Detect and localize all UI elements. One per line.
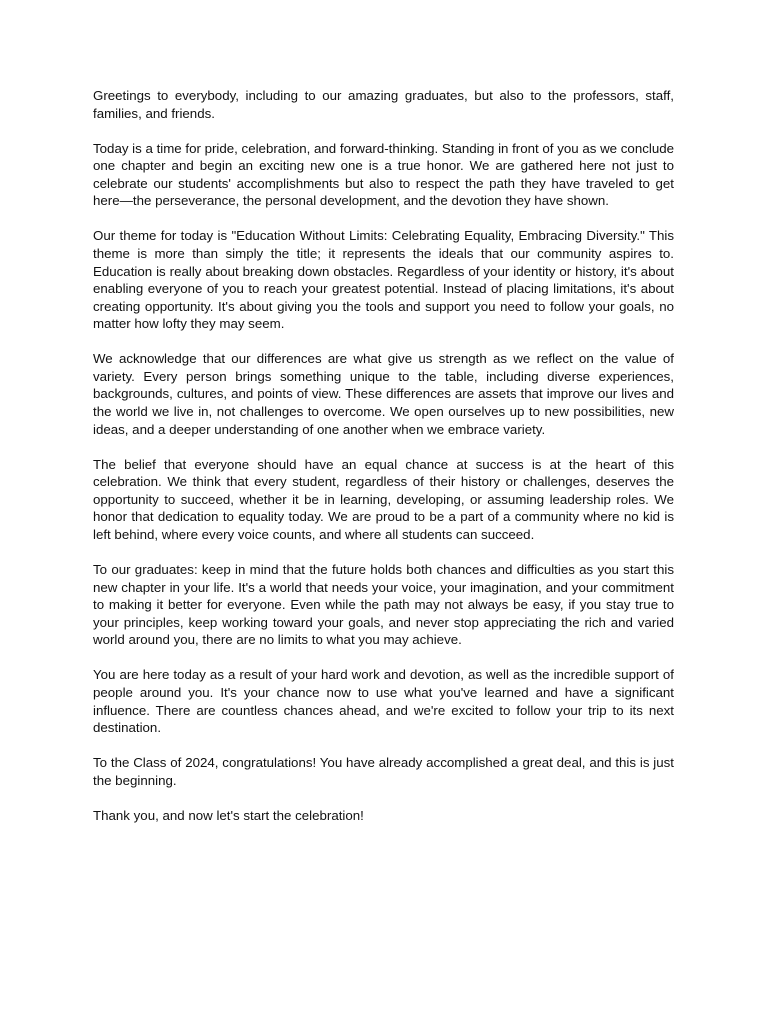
paragraph-theme: Our theme for today is "Education Without Limits: Celebrating Equality, Embracing Diversity." This theme is more than simply the title; it represents the ideals that our community aspires to. Education is really about breaking down obstacles. Regardless of your identity or history, it's about enabling everyone of you to reach your greatest potential. Instead of placing limitations, it's about creating opportunity. It's about giving you the tools and support you need to follow your goals, no matter how lofty they may seem. [93, 228, 674, 332]
paragraph-pride: Today is a time for pride, celebration, and forward-thinking. Standing in front of you as we conclude one chapter and begin an exciting new one is a true honor. We are gathered here not just to celebrate our students' accomplishments but also to respect the path they have traveled to get here—the perseverance, the personal development, and the devotion they have shown. [93, 140, 674, 209]
paragraph-thank-you: Thank you, and now let's start the celebration! [93, 807, 364, 823]
paragraph-greeting: Greetings to everybody, including to our amazing graduates, but also to the professors, staff, families, and friends. [93, 88, 674, 121]
paragraph-hard-work: You are here today as a result of your hard work and devotion, as well as the incredible support of people around you. It's your chance now to use what you've learned and have a significant influence. There are countless chances ahead, and we're excited to follow your trip to its next destination. [93, 667, 674, 736]
paragraph-diversity: We acknowledge that our differences are what give us strength as we reflect on the value of variety. Every person brings something unique to the table, including diverse experiences, backgrounds, cultures, and points of view. These differences are assets that improve our lives and the world we live in, not challenges to overcome. We open ourselves up to new possibilities, new ideas, and a deeper understanding of one another when we embrace variety. [93, 351, 674, 437]
paragraph-graduates: To our graduates: keep in mind that the future holds both chances and difficulties as you start this new chapter in your life. It's a world that needs your voice, your imagination, and your commitment to making it better for everyone. Even while the path may not always be easy, if you stay true to your principles, keep working toward your goals, and never stop appreciating the rich and varied world around you, there are no limits to what you may achieve. [93, 562, 674, 648]
paragraph-congratulations: To the Class of 2024, congratulations! You have already accomplished a great deal, and this is just the beginning. [93, 755, 674, 788]
speech-body [93, 87, 674, 842]
paragraph-equality: The belief that everyone should have an equal chance at success is at the heart of this celebration. We think that every student, regardless of their history or challenges, deserves the opportunity to succeed, whether it be in learning, developing, or assuming leadership roles. We honor that dedication to equality today. We are proud to be a part of a community where no kid is left behind, where every voice counts, and where all students can succeed. [93, 456, 674, 543]
